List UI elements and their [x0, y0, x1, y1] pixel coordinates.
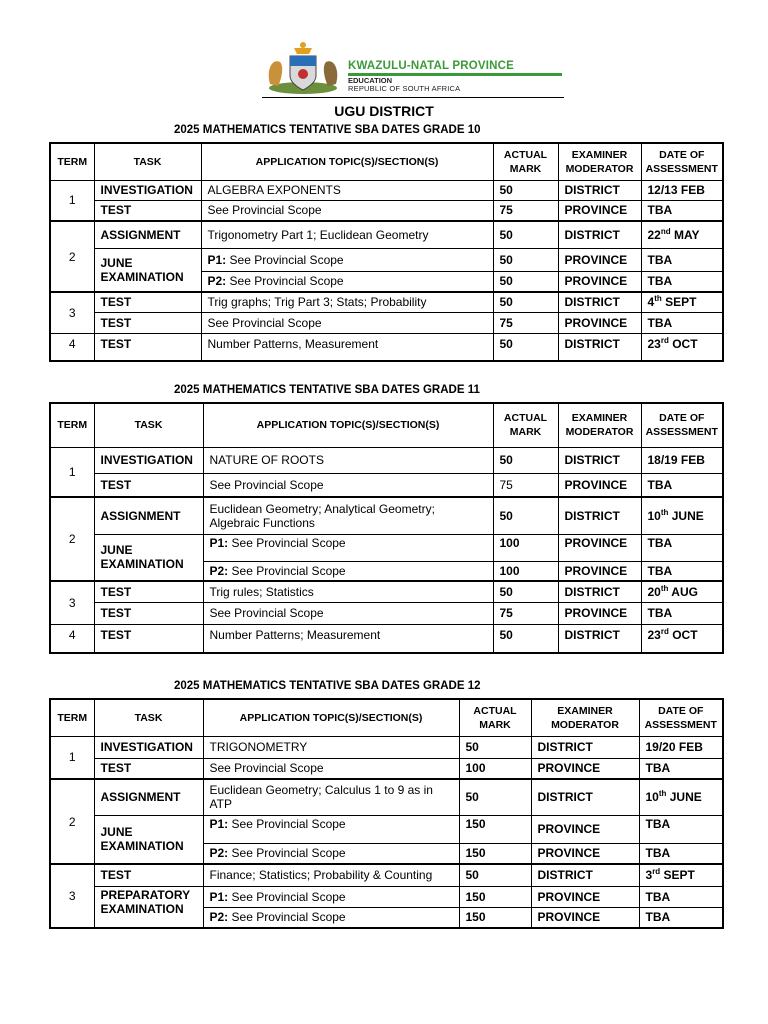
topic-cell: P1: See Provincial Scope — [201, 248, 493, 271]
date-cell: TBA — [641, 271, 723, 292]
moderator-cell: PROVINCE — [531, 843, 639, 864]
col-mark: ACTUAL MARK — [493, 403, 558, 447]
moderator-cell: DISTRICT — [558, 180, 641, 200]
mark-cell: 100 — [459, 758, 531, 779]
date-cell: 22nd MAY — [641, 221, 723, 248]
mark-cell: 50 — [493, 271, 558, 292]
moderator-cell: PROVINCE — [558, 248, 641, 271]
col-task: TASK — [94, 699, 203, 736]
date-cell: 19/20 FEB — [639, 736, 723, 758]
task-cell: ASSIGNMENT — [94, 497, 203, 534]
col-date: DATE OF ASSESSMENT — [641, 143, 723, 180]
term-cell: 1 — [50, 447, 94, 497]
grade10-title: 2025 MATHEMATICS TENTATIVE SBA DATES GRADE 10 — [174, 124, 481, 136]
topic-cell: ALGEBRA EXPONENTS — [201, 180, 493, 200]
moderator-cell: PROVINCE — [558, 602, 641, 624]
mark-cell: 100 — [493, 561, 558, 581]
date-cell: 12/13 FEB — [641, 180, 723, 200]
mark-cell: 75 — [493, 312, 558, 333]
topic-cell: See Provincial Scope — [203, 758, 459, 779]
date-cell: 4th SEPT — [641, 292, 723, 312]
table-header-row — [50, 403, 723, 447]
date-cell: TBA — [641, 473, 723, 497]
mark-cell: 75 — [493, 602, 558, 624]
table-row — [50, 447, 723, 473]
topic-cell: See Provincial Scope — [201, 200, 493, 221]
mark-cell: 50 — [459, 779, 531, 815]
mark-cell: 100 — [493, 534, 558, 561]
mark-cell: 50 — [459, 864, 531, 886]
moderator-cell: PROVINCE — [558, 561, 641, 581]
date-cell: 23rd OCT — [641, 624, 723, 653]
moderator-cell: PROVINCE — [558, 200, 641, 221]
date-cell: 3rd SEPT — [639, 864, 723, 886]
topic-cell: Euclidean Geometry; Analytical Geometry; Algebraic Functions — [203, 497, 493, 534]
letterhead — [262, 40, 566, 98]
col-mark: ACTUAL MARK — [459, 699, 531, 736]
grade12-table — [49, 698, 724, 929]
table-row — [50, 180, 723, 200]
topic-cell: Number Patterns, Measurement — [201, 333, 493, 361]
topic-cell: Finance; Statistics; Probability & Counting — [203, 864, 459, 886]
date-cell: TBA — [641, 534, 723, 561]
table-row — [50, 736, 723, 758]
moderator-cell: PROVINCE — [531, 907, 639, 928]
table-header-row — [50, 699, 723, 736]
moderator-cell: DISTRICT — [558, 333, 641, 361]
date-cell: 10th JUNE — [641, 497, 723, 534]
table-header-row — [50, 143, 723, 180]
task-cell: TEST — [94, 758, 203, 779]
task-cell: TEST — [94, 624, 203, 653]
moderator-cell: PROVINCE — [558, 473, 641, 497]
mark-cell: 50 — [493, 497, 558, 534]
table-row — [50, 200, 723, 221]
date-cell: TBA — [639, 843, 723, 864]
topic-cell: See Provincial Scope — [203, 602, 493, 624]
topic-cell: See Provincial Scope — [201, 312, 493, 333]
moderator-cell: PROVINCE — [558, 271, 641, 292]
table-row — [50, 292, 723, 312]
department-name: EDUCATION — [348, 76, 393, 85]
header-divider — [262, 97, 564, 98]
col-topic: APPLICATION TOPIC(S)/SECTION(S) — [201, 143, 493, 180]
col-topic: APPLICATION TOPIC(S)/SECTION(S) — [203, 699, 459, 736]
task-cell: TEST — [94, 473, 203, 497]
task-cell: INVESTIGATION — [94, 447, 203, 473]
term-cell: 3 — [50, 292, 94, 333]
col-term: TERM — [50, 699, 94, 736]
topic-cell: Trigonometry Part 1; Euclidean Geometry — [201, 221, 493, 248]
moderator-cell: PROVINCE — [558, 534, 641, 561]
topic-cell: Trig rules; Statistics — [203, 581, 493, 602]
date-cell: 23rd OCT — [641, 333, 723, 361]
mark-cell: 50 — [493, 333, 558, 361]
table-row — [50, 497, 723, 534]
table-row — [50, 473, 723, 497]
date-cell: TBA — [641, 200, 723, 221]
mark-cell: 75 — [493, 200, 558, 221]
date-cell: TBA — [641, 561, 723, 581]
col-task: TASK — [94, 143, 201, 180]
term-cell: 2 — [50, 497, 94, 581]
mark-cell: 50 — [493, 248, 558, 271]
grade11-title: 2025 MATHEMATICS TENTATIVE SBA DATES GRADE 11 — [174, 384, 480, 396]
task-cell: TEST — [94, 602, 203, 624]
table-row — [50, 602, 723, 624]
moderator-cell: DISTRICT — [558, 581, 641, 602]
date-cell: 10th JUNE — [639, 779, 723, 815]
moderator-cell: DISTRICT — [531, 779, 639, 815]
col-term: TERM — [50, 143, 94, 180]
mark-cell: 50 — [493, 624, 558, 653]
date-cell: TBA — [641, 602, 723, 624]
moderator-cell: PROVINCE — [531, 815, 639, 843]
moderator-cell: DISTRICT — [558, 447, 641, 473]
term-cell: 2 — [50, 221, 94, 292]
table-row — [50, 221, 723, 248]
mark-cell: 150 — [459, 886, 531, 907]
task-cell: JUNE EXAMINATION — [94, 248, 201, 292]
topic-cell: P1: See Provincial Scope — [203, 534, 493, 561]
col-term: TERM — [50, 403, 94, 447]
date-cell: 18/19 FEB — [641, 447, 723, 473]
col-moderator: EXAMINER MODERATOR — [531, 699, 639, 736]
task-cell: INVESTIGATION — [94, 180, 201, 200]
task-cell: JUNE EXAMINATION — [94, 534, 203, 581]
task-cell: JUNE EXAMINATION — [94, 815, 203, 864]
moderator-cell: DISTRICT — [558, 624, 641, 653]
table-row — [50, 248, 723, 271]
term-cell: 3 — [50, 581, 94, 624]
col-date: DATE OF ASSESSMENT — [641, 403, 723, 447]
date-cell: TBA — [639, 815, 723, 843]
table-row — [50, 624, 723, 653]
republic-name: REPUBLIC OF SOUTH AFRICA — [348, 84, 461, 93]
topic-cell: P1: See Provincial Scope — [203, 886, 459, 907]
term-cell: 1 — [50, 180, 94, 221]
mark-cell: 75 — [493, 473, 558, 497]
moderator-cell: DISTRICT — [531, 864, 639, 886]
date-cell: TBA — [641, 312, 723, 333]
moderator-cell: DISTRICT — [531, 736, 639, 758]
task-cell: INVESTIGATION — [94, 736, 203, 758]
mark-cell: 50 — [459, 736, 531, 758]
mark-cell: 50 — [493, 447, 558, 473]
topic-cell: P1: See Provincial Scope — [203, 815, 459, 843]
task-cell: TEST — [94, 200, 201, 221]
mark-cell: 150 — [459, 843, 531, 864]
date-cell: 20th AUG — [641, 581, 723, 602]
moderator-cell: DISTRICT — [558, 221, 641, 248]
table-row — [50, 333, 723, 361]
grade12-title: 2025 MATHEMATICS TENTATIVE SBA DATES GRADE 12 — [174, 680, 481, 692]
table-row — [50, 581, 723, 602]
term-cell: 4 — [50, 333, 94, 361]
table-row — [50, 886, 723, 907]
topic-cell: P2: See Provincial Scope — [203, 843, 459, 864]
moderator-cell: PROVINCE — [558, 312, 641, 333]
task-cell: TEST — [94, 581, 203, 602]
date-cell: TBA — [639, 886, 723, 907]
topic-cell: TRIGONOMETRY — [203, 736, 459, 758]
task-cell: PREPARATORY EXAMINATION — [94, 886, 203, 928]
task-cell: TEST — [94, 312, 201, 333]
col-moderator: EXAMINER MODERATOR — [558, 403, 641, 447]
topic-cell: Number Patterns; Measurement — [203, 624, 493, 653]
col-date: DATE OF ASSESSMENT — [639, 699, 723, 736]
table-row — [50, 312, 723, 333]
mark-cell: 150 — [459, 815, 531, 843]
date-cell: TBA — [639, 758, 723, 779]
grade10-table — [49, 142, 724, 362]
mark-cell: 50 — [493, 180, 558, 200]
task-cell: TEST — [94, 864, 203, 886]
mark-cell: 150 — [459, 907, 531, 928]
date-cell: TBA — [641, 248, 723, 271]
task-cell: ASSIGNMENT — [94, 779, 203, 815]
term-cell: 3 — [50, 864, 94, 928]
col-moderator: EXAMINER MODERATOR — [558, 143, 641, 180]
task-cell: TEST — [94, 333, 201, 361]
topic-cell: Euclidean Geometry; Calculus 1 to 9 as in ATP — [203, 779, 459, 815]
table-row — [50, 758, 723, 779]
mark-cell: 50 — [493, 581, 558, 602]
moderator-cell: DISTRICT — [558, 497, 641, 534]
term-cell: 1 — [50, 736, 94, 779]
topic-cell: See Provincial Scope — [203, 473, 493, 497]
grade11-table — [49, 402, 724, 654]
kzn-coat-of-arms-icon — [262, 40, 344, 98]
col-task: TASK — [94, 403, 203, 447]
task-cell: ASSIGNMENT — [94, 221, 201, 248]
task-cell: TEST — [94, 292, 201, 312]
table-row — [50, 534, 723, 561]
province-name: KWAZULU-NATAL PROVINCE — [348, 60, 515, 72]
table-row — [50, 779, 723, 815]
topic-cell: Trig graphs; Trig Part 3; Stats; Probability — [201, 292, 493, 312]
mark-cell: 50 — [493, 292, 558, 312]
mark-cell: 50 — [493, 221, 558, 248]
topic-cell: P2: See Provincial Scope — [201, 271, 493, 292]
col-mark: ACTUAL MARK — [493, 143, 558, 180]
topic-cell: NATURE OF ROOTS — [203, 447, 493, 473]
topic-cell: P2: See Provincial Scope — [203, 907, 459, 928]
page-title: UGU DISTRICT — [334, 103, 434, 119]
topic-cell: P2: See Provincial Scope — [203, 561, 493, 581]
term-cell: 2 — [50, 779, 94, 864]
moderator-cell: PROVINCE — [531, 886, 639, 907]
date-cell: TBA — [639, 907, 723, 928]
term-cell: 4 — [50, 624, 94, 653]
moderator-cell: DISTRICT — [558, 292, 641, 312]
col-topic: APPLICATION TOPIC(S)/SECTION(S) — [203, 403, 493, 447]
table-row — [50, 864, 723, 886]
table-row — [50, 815, 723, 843]
moderator-cell: PROVINCE — [531, 758, 639, 779]
